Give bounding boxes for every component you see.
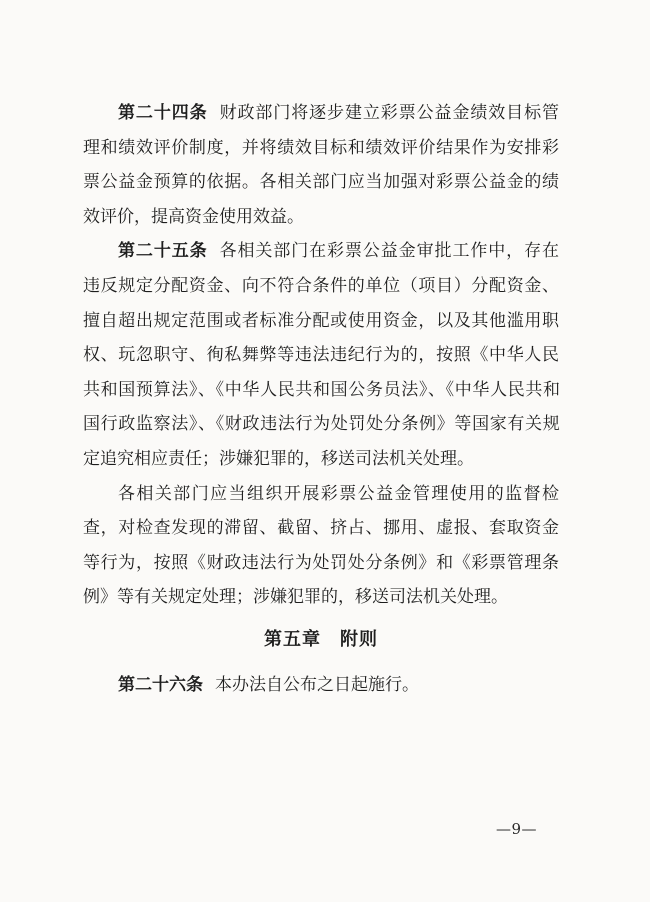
- article-24-line: 效评价，提高资金使用效益。: [83, 206, 304, 227]
- article-25-number: 第二十五条: [118, 241, 208, 262]
- article-25-text: 各相关部门在彩票公益金审批工作中，存在: [219, 241, 560, 262]
- supervision-line: 等行为，按照《财政违法行为处罚处分条例》和《彩票管理条: [83, 552, 559, 573]
- article-24-line: 理和绩效评价制度，并将绩效目标和绩效评价结果作为安排彩: [83, 137, 559, 158]
- supervision-line: 例》等有关规定处理；涉嫌犯罪的，移送司法机关处理。: [83, 587, 508, 608]
- article-24-text: 财政部门将逐步建立彩票公益金绩效目标管: [219, 103, 560, 123]
- article-24-number: 第二十四条: [118, 103, 208, 123]
- article-25-line: 违反规定分配资金、向不符合条件的单位（项目）分配资金、: [83, 275, 559, 296]
- article-25-line: [83, 234, 559, 269]
- article-24-line: [83, 96, 559, 131]
- chapter-5-heading: 第五章 附则: [264, 628, 378, 650]
- article-25-line: 擅自超出规定范围或者标准分配或使用资金，以及其他滥用职: [83, 310, 559, 331]
- article-26-number: 第二十六条: [118, 674, 203, 695]
- page-number: —9—: [496, 820, 538, 838]
- article-25-line: 权、玩忽职守、徇私舞弊等违法违纪行为的，按照《中华人民: [83, 345, 559, 366]
- article-25-line: 共和国预算法》、《中华人民共和国公务员法》、《中华人民共和: [83, 379, 559, 400]
- article-26-line: [83, 668, 559, 703]
- article-26-text: 本办法自公布之日起施行。: [215, 674, 419, 695]
- supervision-line: 各相关部门应当组织开展彩票公益金管理使用的监督检: [118, 483, 559, 504]
- article-25-line: 定追究相应责任；涉嫌犯罪的，移送司法机关处理。: [83, 448, 474, 469]
- article-24-line: 票公益金预算的依据。各相关部门应当加强对彩票公益金的绩: [83, 172, 559, 193]
- document-text-block: [83, 96, 559, 702]
- supervision-line: 查，对检查发现的滞留、截留、挤占、挪用、虚报、套取资金: [83, 518, 559, 539]
- article-25-line: 国行政监察法》、《财政违法行为处罚处分条例》等国家有关规: [83, 414, 559, 435]
